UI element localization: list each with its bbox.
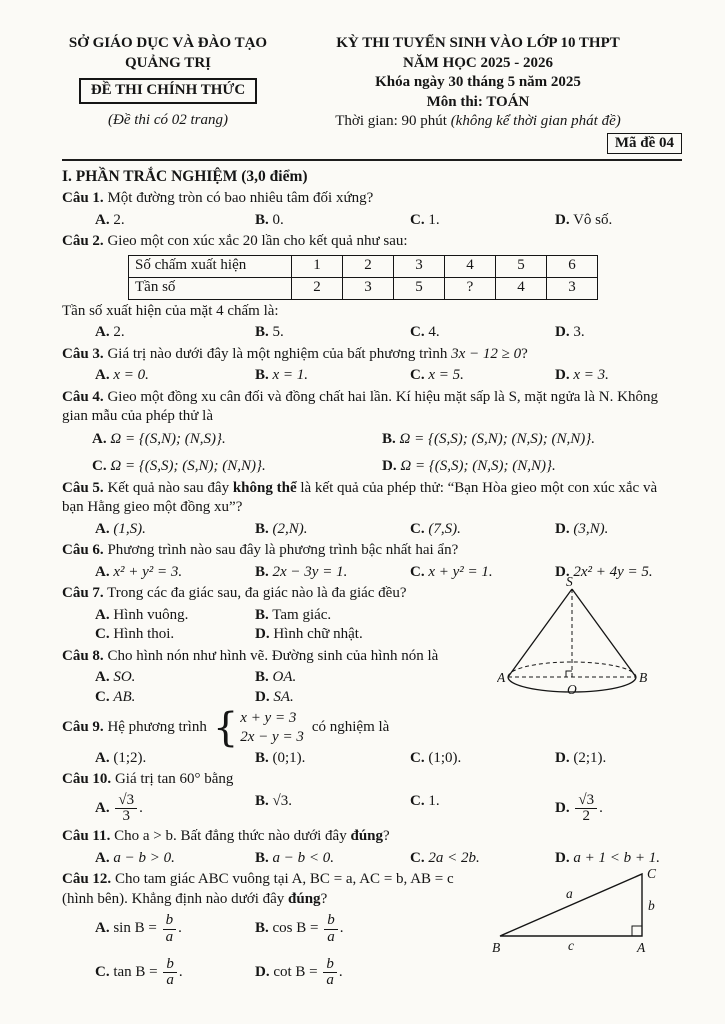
question-5-stem: Câu 5. Kết quả nào sau đây không thể là kết quả của phép thử: “Bạn Hòa gieo một con xúc xắc và bạn Hằng gieo một đồng xu”? bbox=[62, 479, 658, 516]
option-d: D. $\frac{√3}{2}$ . bbox=[555, 791, 603, 825]
option-b: B. √3. bbox=[255, 792, 292, 809]
question-11-stem: Câu 11. Cho a > b. Bất đẳng thức nào dưới đây đúng? bbox=[62, 828, 390, 845]
fraction: $\frac{b}{a}$ bbox=[163, 957, 177, 990]
option-b: B. OA. bbox=[255, 669, 297, 686]
question-6-label: Câu 6. bbox=[62, 542, 104, 559]
question-8-label: Câu 8. bbox=[62, 647, 104, 664]
question-9-label: Câu 9. bbox=[62, 719, 104, 736]
question-1-stem bbox=[62, 189, 682, 209]
option-d: D. (3,N). bbox=[555, 520, 609, 537]
question-1-text: Một đường tròn có bao nhiêu tâm đối xứng? bbox=[107, 190, 374, 207]
system-brace: { bbox=[212, 704, 239, 751]
question-12-label: Câu 12. bbox=[62, 871, 112, 888]
exam-time-note: (không kể thời gian phát đề) bbox=[450, 113, 621, 129]
question-2-options bbox=[62, 323, 682, 343]
option-b: B. 0. bbox=[255, 211, 284, 228]
option-d: D. Ω = {(S,S); (N,S); (N,N)}. bbox=[382, 458, 556, 475]
exam-code-box: Mã đề 04 bbox=[607, 133, 682, 155]
option-a: A. (1,S). bbox=[95, 520, 146, 537]
fraction: $\frac{b}{a}$ bbox=[324, 913, 338, 946]
question-10-options bbox=[62, 792, 682, 826]
exam-title: KỲ THI TUYỂN SINH VÀO LỚP 10 THPT bbox=[336, 35, 620, 51]
question-10 bbox=[62, 770, 682, 825]
exam-code-row bbox=[274, 133, 682, 155]
section-title: I. PHẦN TRẮC NGHIỆM (3,0 điểm) bbox=[62, 168, 308, 185]
option-d: D. 3. bbox=[555, 324, 585, 341]
option-c: C. x = 5. bbox=[410, 367, 464, 384]
option-a: A. SO. bbox=[95, 669, 136, 686]
exam-session: Khóa ngày 30 tháng 5 năm 2025 bbox=[375, 74, 581, 90]
option-a: A. $\frac{√3}{3}$ . bbox=[95, 791, 143, 825]
option-d: D. x = 3. bbox=[555, 367, 609, 384]
option-c: C. tan B = $\frac{b}{a}$ . bbox=[95, 955, 183, 989]
option-c: C. 2a < 2b. bbox=[410, 849, 480, 866]
option-a: A. sin B = $\frac{b}{a}$ . bbox=[95, 912, 182, 945]
question-2-stem bbox=[62, 232, 682, 252]
question-4-options bbox=[62, 430, 682, 477]
option-b: B. (0;1). bbox=[255, 749, 306, 766]
question-3-label: Câu 3. bbox=[62, 345, 104, 362]
option-c: C. 1. bbox=[410, 211, 440, 228]
option-d: D. Vô số. bbox=[555, 211, 613, 228]
option-d: D. a + 1 < b + 1. bbox=[555, 849, 660, 866]
cone-figure bbox=[497, 574, 649, 713]
question-9-options bbox=[62, 749, 682, 769]
triangle-vertex-c: C bbox=[647, 866, 657, 881]
question-1-options bbox=[62, 211, 682, 231]
fraction: $\frac{b}{a}$ bbox=[323, 957, 337, 990]
question-8-options bbox=[62, 668, 525, 707]
question-4-label: Câu 4. bbox=[62, 388, 104, 405]
question-1 bbox=[62, 189, 682, 230]
right-angle-marker bbox=[632, 926, 642, 936]
option-b: B. x = 1. bbox=[255, 367, 309, 384]
option-c: C. AB. bbox=[95, 688, 136, 705]
option-c: C. (1;0). bbox=[410, 749, 462, 766]
triangle-figure bbox=[490, 864, 662, 963]
frequency-table bbox=[128, 255, 598, 300]
triangle-side-c: c bbox=[568, 938, 574, 953]
option-b: B. Tam giác. bbox=[255, 606, 332, 623]
question-4-stem: Câu 4. Gieo một đồng xu cân đối và đồng chất hai lần. Kí hiệu mặt sấp là S, mặt ngửa là N. Không gian mẫu của phép thử là bbox=[62, 388, 658, 425]
question-12-stem: Câu 12. Cho tam giác ABC vuông tại A, BC = a, AC = b, AB = c bbox=[62, 871, 454, 888]
question-4 bbox=[62, 388, 682, 477]
question-11-label: Câu 11. bbox=[62, 828, 111, 845]
option-c: C. 1. bbox=[410, 792, 440, 809]
fraction: $\frac{√3}{2}$ bbox=[575, 793, 597, 826]
option-b: B. Ω = {(S,S); (S,N); (N,S); (N,N)}. bbox=[382, 430, 595, 447]
cone-center-label: O bbox=[567, 682, 577, 697]
question-5-label: Câu 5. bbox=[62, 479, 104, 496]
bold-emphasis: đúng bbox=[288, 890, 321, 907]
question-10-label: Câu 10. bbox=[62, 771, 112, 788]
equation-system bbox=[240, 709, 304, 747]
question-2-text: Gieo một con xúc xắc 20 lần cho kết quả như sau: bbox=[107, 233, 408, 250]
option-d: D. 2x² + 4y = 5. bbox=[555, 563, 653, 580]
option-d: D. cot B = $\frac{b}{a}$ . bbox=[255, 955, 343, 989]
triangle-vertex-a: A bbox=[637, 940, 646, 955]
pages-note: (Đề thi có 02 trang) bbox=[108, 111, 228, 128]
option-a: A. x² + y² = 3. bbox=[95, 563, 183, 580]
header bbox=[62, 34, 682, 154]
question-7-stem: Câu 7. Trong các đa giác sau, đa giác nào là đa giác đều? bbox=[62, 585, 407, 602]
right-angle-marker bbox=[566, 671, 572, 677]
question-3-options bbox=[62, 366, 682, 386]
bold-emphasis: không thể bbox=[232, 479, 297, 496]
question-12-stem-line2: (hình bên). Khẳng định nào dưới đây đúng? bbox=[62, 890, 328, 907]
question-7-label: Câu 7. bbox=[62, 585, 104, 602]
option-a: A. (1;2). bbox=[95, 749, 147, 766]
equation-2: 2x − y = 3 bbox=[240, 728, 304, 745]
question-5-options bbox=[62, 520, 682, 540]
equation-1: x + y = 3 bbox=[240, 710, 297, 727]
option-c: C. Hình thoi. bbox=[95, 626, 175, 643]
header-right bbox=[274, 34, 682, 154]
question-10-stem: Câu 10. Giá trị tan 60° bằng bbox=[62, 771, 234, 788]
question-2 bbox=[62, 232, 682, 343]
option-c: C. x + y² = 1. bbox=[410, 563, 493, 580]
header-left bbox=[62, 34, 274, 154]
question-12-options bbox=[62, 912, 525, 989]
triangle-side-a: a bbox=[566, 886, 573, 901]
option-b: B. (2,N). bbox=[255, 520, 308, 537]
question-9 bbox=[62, 704, 682, 768]
question-9-stem: Câu 9. Hệ phương trình { x + y = 3 2x − y = 3 có nghiệm là bbox=[62, 704, 390, 751]
option-d: D. Hình chữ nhật. bbox=[255, 626, 363, 643]
question-6-stem: Câu 6. Phương trình nào sau đây là phương trình bậc nhất hai ẩn? bbox=[62, 542, 459, 559]
option-d: D. SA. bbox=[255, 688, 294, 705]
table-row-frequency: Tần số 2 3 5 ? 4 3 bbox=[129, 277, 598, 299]
option-a: A. 2. bbox=[95, 211, 125, 228]
header-divider bbox=[62, 159, 682, 161]
question-1-label: Câu 1. bbox=[62, 190, 104, 207]
cone-apex-label: S bbox=[566, 574, 573, 589]
option-c: C. Ω = {(S,S); (S,N); (N,N)}. bbox=[92, 458, 266, 475]
question-7-options bbox=[62, 606, 525, 645]
option-b: B. a − b < 0. bbox=[255, 849, 335, 866]
province-name: QUẢNG TRỊ bbox=[125, 54, 211, 71]
official-exam-box: ĐỀ THI CHÍNH THỨC bbox=[79, 78, 257, 104]
cone-right-label: B bbox=[639, 670, 648, 685]
department-name: SỞ GIÁO DỤC VÀ ĐÀO TẠO bbox=[68, 35, 268, 51]
exam-time bbox=[274, 112, 682, 132]
option-a: A. Hình vuông. bbox=[95, 606, 189, 623]
triangle-side-b: b bbox=[648, 898, 655, 913]
question-3 bbox=[62, 345, 682, 386]
cone-left-label: A bbox=[497, 670, 506, 685]
question-5 bbox=[62, 479, 682, 540]
question-2-stem2: Tần số xuất hiện của mặt 4 chấm là: bbox=[62, 302, 279, 319]
option-c: C. (7,S). bbox=[410, 520, 461, 537]
option-a: A. 2. bbox=[95, 324, 125, 341]
question-11 bbox=[62, 827, 682, 868]
table-row-header: Số chấm xuất hiện 1 2 3 4 5 6 bbox=[129, 255, 598, 277]
bold-emphasis: đúng bbox=[350, 828, 384, 845]
option-a: A. x = 0. bbox=[95, 367, 149, 384]
option-b: B. 2x − 3y = 1. bbox=[255, 563, 348, 580]
option-b: B. cos B = $\frac{b}{a}$ . bbox=[255, 912, 344, 945]
inequality: 3x − 12 ≥ 0 bbox=[451, 345, 522, 362]
option-b: B. 5. bbox=[255, 324, 284, 341]
option-c: C. 4. bbox=[410, 324, 440, 341]
triangle-vertex-b: B bbox=[492, 940, 501, 955]
fraction: $\frac{b}{a}$ bbox=[163, 913, 177, 946]
option-a: A. Ω = {(S,N); (N,S)}. bbox=[92, 430, 226, 447]
school-year: NĂM HỌC 2025 - 2026 bbox=[403, 54, 553, 71]
question-2-label: Câu 2. bbox=[62, 233, 104, 250]
exam-time-main: Thời gian: 90 phút bbox=[335, 113, 447, 129]
exam-subject: Môn thi: TOÁN bbox=[426, 93, 530, 110]
question-3-stem: Câu 3. Giá trị nào dưới đây là một nghiệm của bất phương trình 3x − 12 ≥ 0? bbox=[62, 345, 528, 362]
option-a: A. a − b > 0. bbox=[95, 849, 175, 866]
fraction: $\frac{√3}{3}$ bbox=[115, 793, 137, 826]
option-d: D. (2;1). bbox=[555, 749, 607, 766]
question-8-stem: Câu 8. Cho hình nón như hình vẽ. Đường sinh của hình nón là bbox=[62, 647, 439, 664]
